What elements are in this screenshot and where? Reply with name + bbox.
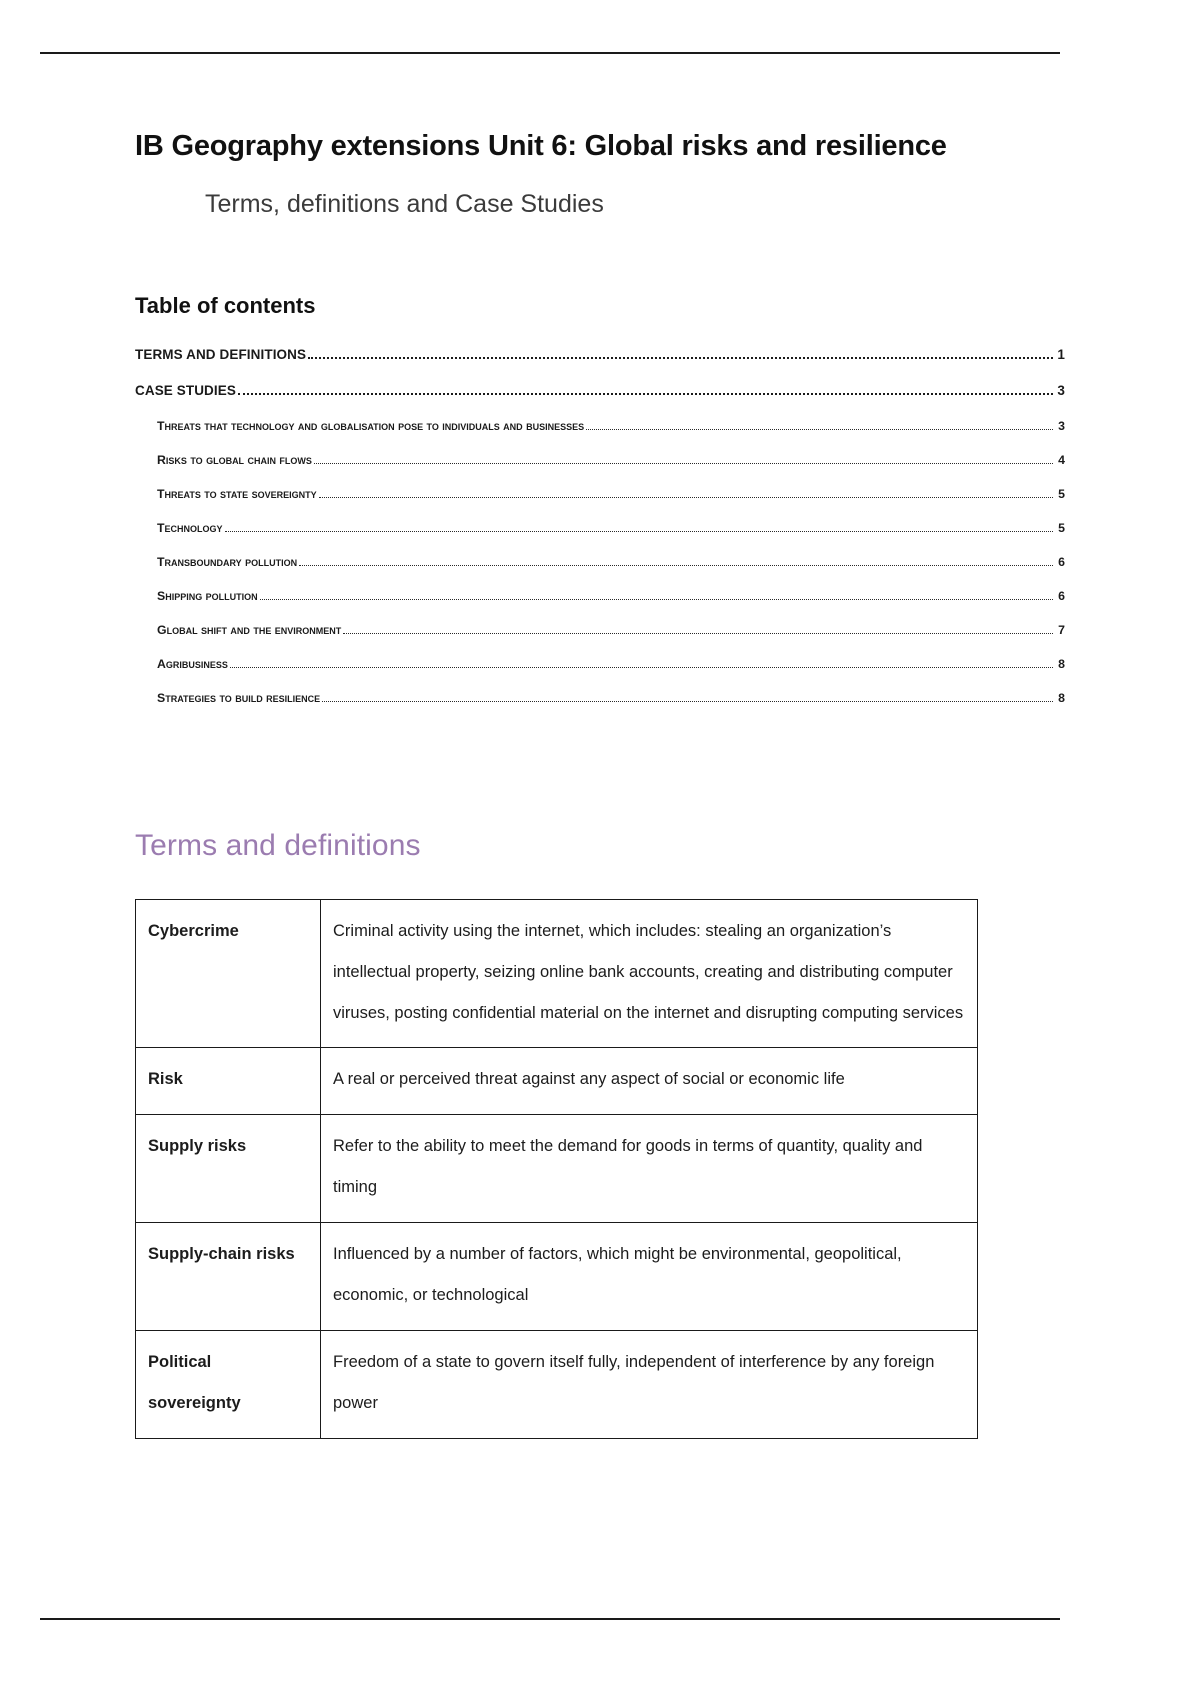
toc-entry-label: Risks to global chain flows (157, 452, 312, 467)
toc-entry-page-number: 6 (1058, 588, 1065, 603)
toc-entry-label: Technology (157, 520, 223, 535)
toc-entry-label: Global shift and the environment (157, 622, 342, 637)
toc-entry-label: Shipping pollution (157, 588, 258, 603)
toc-entry-page-number: 5 (1058, 486, 1065, 501)
table-row (136, 1331, 978, 1439)
term-cell: Political sovereignty (136, 1331, 321, 1439)
toc-leader-dots (322, 696, 1053, 702)
toc-entry-label: Agribusiness (157, 656, 228, 671)
toc-entry[interactable] (135, 453, 1065, 467)
term-cell: Risk (136, 1048, 321, 1115)
definition-cell: Freedom of a state to govern itself fully, independent of interference by any foreign power (321, 1331, 978, 1439)
toc-entry[interactable] (135, 623, 1065, 637)
toc-entry-page-number: 8 (1058, 690, 1065, 705)
table-row (136, 899, 978, 1048)
toc-leader-dots (225, 526, 1053, 532)
toc-entry[interactable] (135, 555, 1065, 569)
toc-entry[interactable] (135, 521, 1065, 535)
page-title: IB Geography extensions Unit 6: Global risks and resilience (135, 130, 947, 162)
toc-entry-page-number: 6 (1058, 554, 1065, 569)
table-row (136, 1048, 978, 1115)
toc-leader-dots (260, 594, 1053, 600)
toc-leader-dots (230, 662, 1053, 668)
table-of-contents-heading: Table of contents (135, 292, 316, 318)
toc-entry-label: TERMS AND DEFINITIONS (135, 346, 307, 362)
toc-entry[interactable] (135, 487, 1065, 501)
toc-entry-page-number: 1 (1057, 346, 1065, 362)
toc-leader-dots (299, 560, 1053, 566)
toc-entry[interactable] (135, 419, 1065, 433)
toc-entry-page-number: 4 (1058, 452, 1065, 467)
definition-cell: Refer to the ability to meet the demand for goods in terms of quantity, quality and timing (321, 1115, 978, 1223)
toc-entry-page-number: 7 (1058, 622, 1065, 637)
toc-entry[interactable] (135, 691, 1065, 705)
toc-entry[interactable] (135, 347, 1065, 362)
toc-entry-page-number: 5 (1058, 520, 1065, 535)
toc-leader-dots (308, 353, 1053, 359)
term-cell: Supply-chain risks (136, 1223, 321, 1331)
terms-and-definitions-heading: Terms and definitions (135, 828, 421, 862)
table-row (136, 1115, 978, 1223)
toc-entry-label: Transboundary pollution (157, 554, 298, 569)
footer-rule (40, 1618, 1060, 1620)
toc-entry-page-number: 3 (1058, 418, 1065, 433)
definition-cell: Criminal activity using the internet, which includes: stealing an organization’s intellectual property, seizing online bank accounts, creating and distributing computer viruses, posting confidential material on the internet and disrupting computing services (321, 899, 978, 1048)
toc-entry[interactable] (135, 657, 1065, 671)
toc-leader-dots (314, 458, 1053, 464)
toc-entry-label: Threats to state sovereignty (157, 486, 317, 501)
definition-cell: Influenced by a number of factors, which might be environmental, geopolitical, economic, or technological (321, 1223, 978, 1331)
terms-definitions-table (135, 899, 978, 1439)
toc-entry-label: CASE STUDIES (135, 382, 236, 398)
term-cell: Cybercrime (136, 899, 321, 1048)
toc-entry-page-number: 8 (1058, 656, 1065, 671)
page-content (135, 0, 1065, 1439)
toc-entry[interactable] (135, 589, 1065, 603)
definition-cell: A real or perceived threat against any aspect of social or economic life (321, 1048, 978, 1115)
toc-leader-dots (319, 492, 1053, 498)
table-of-contents (135, 319, 1065, 705)
toc-leader-dots (238, 389, 1053, 395)
toc-entry[interactable] (135, 383, 1065, 398)
term-cell: Supply risks (136, 1115, 321, 1223)
page-subtitle: Terms, definitions and Case Studies (205, 190, 604, 219)
table-row (136, 1223, 978, 1331)
toc-leader-dots (343, 628, 1053, 634)
toc-entry-page-number: 3 (1057, 382, 1065, 398)
toc-entry-label: Threats that technology and globalisation pose to individuals and businesses (157, 418, 585, 433)
toc-entry-label: Strategies to build resilience (157, 690, 321, 705)
toc-leader-dots (586, 424, 1053, 430)
